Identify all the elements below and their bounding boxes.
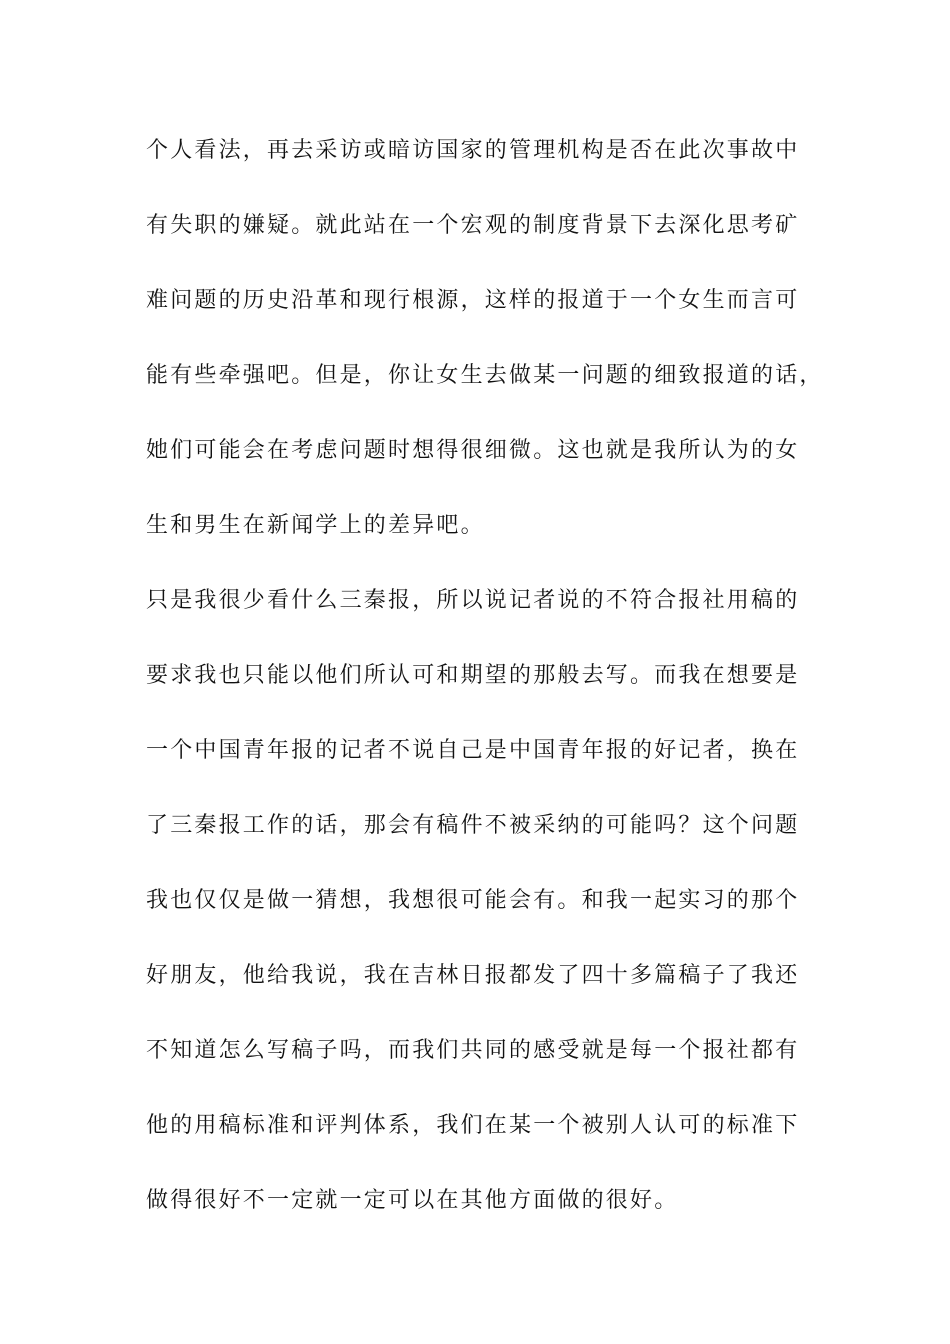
text-line: 好朋友，他给我说，我在吉林日报都发了四十多篇稿子了我还 xyxy=(146,963,800,988)
text-line: 了三秦报工作的话，那会有稿件不被采纳的可能吗？这个问题 xyxy=(146,813,800,838)
text-line: 不知道怎么写稿子吗，而我们共同的感受就是每一个报社都有 xyxy=(146,1038,800,1063)
text-line: 难问题的历史沿革和现行根源，这样的报道于一个女生而言可 xyxy=(146,288,800,313)
text-line: 只是我很少看什么三秦报，所以说记者说的不符合报社用稿的 xyxy=(146,588,800,613)
text-line: 我也仅仅是做一猜想，我想很可能会有。和我一起实习的那个 xyxy=(146,888,800,913)
text-line: 一个中国青年报的记者不说自己是中国青年报的好记者，换在 xyxy=(146,738,800,763)
text-line: 有失职的嫌疑。就此站在一个宏观的制度背景下去深化思考矿 xyxy=(146,213,800,238)
text-line: 她们可能会在考虑问题时想得很细微。这也就是我所认为的女 xyxy=(146,438,800,463)
text-line: 要求我也只能以他们所认可和期望的那般去写。而我在想要是 xyxy=(146,663,800,688)
text-line: 个人看法，再去采访或暗访国家的管理机构是否在此次事故中 xyxy=(146,138,800,163)
text-line: 能有些牵强吧。但是，你让女生去做某一问题的细致报道的话， xyxy=(146,363,824,388)
text-line: 做得很好不一定就一定可以在其他方面做的很好。 xyxy=(146,1188,679,1213)
text-line: 他的用稿标准和评判体系，我们在某一个被别人认可的标准下 xyxy=(146,1113,800,1138)
text-line: 生和男生在新闻学上的差异吧。 xyxy=(146,513,485,538)
